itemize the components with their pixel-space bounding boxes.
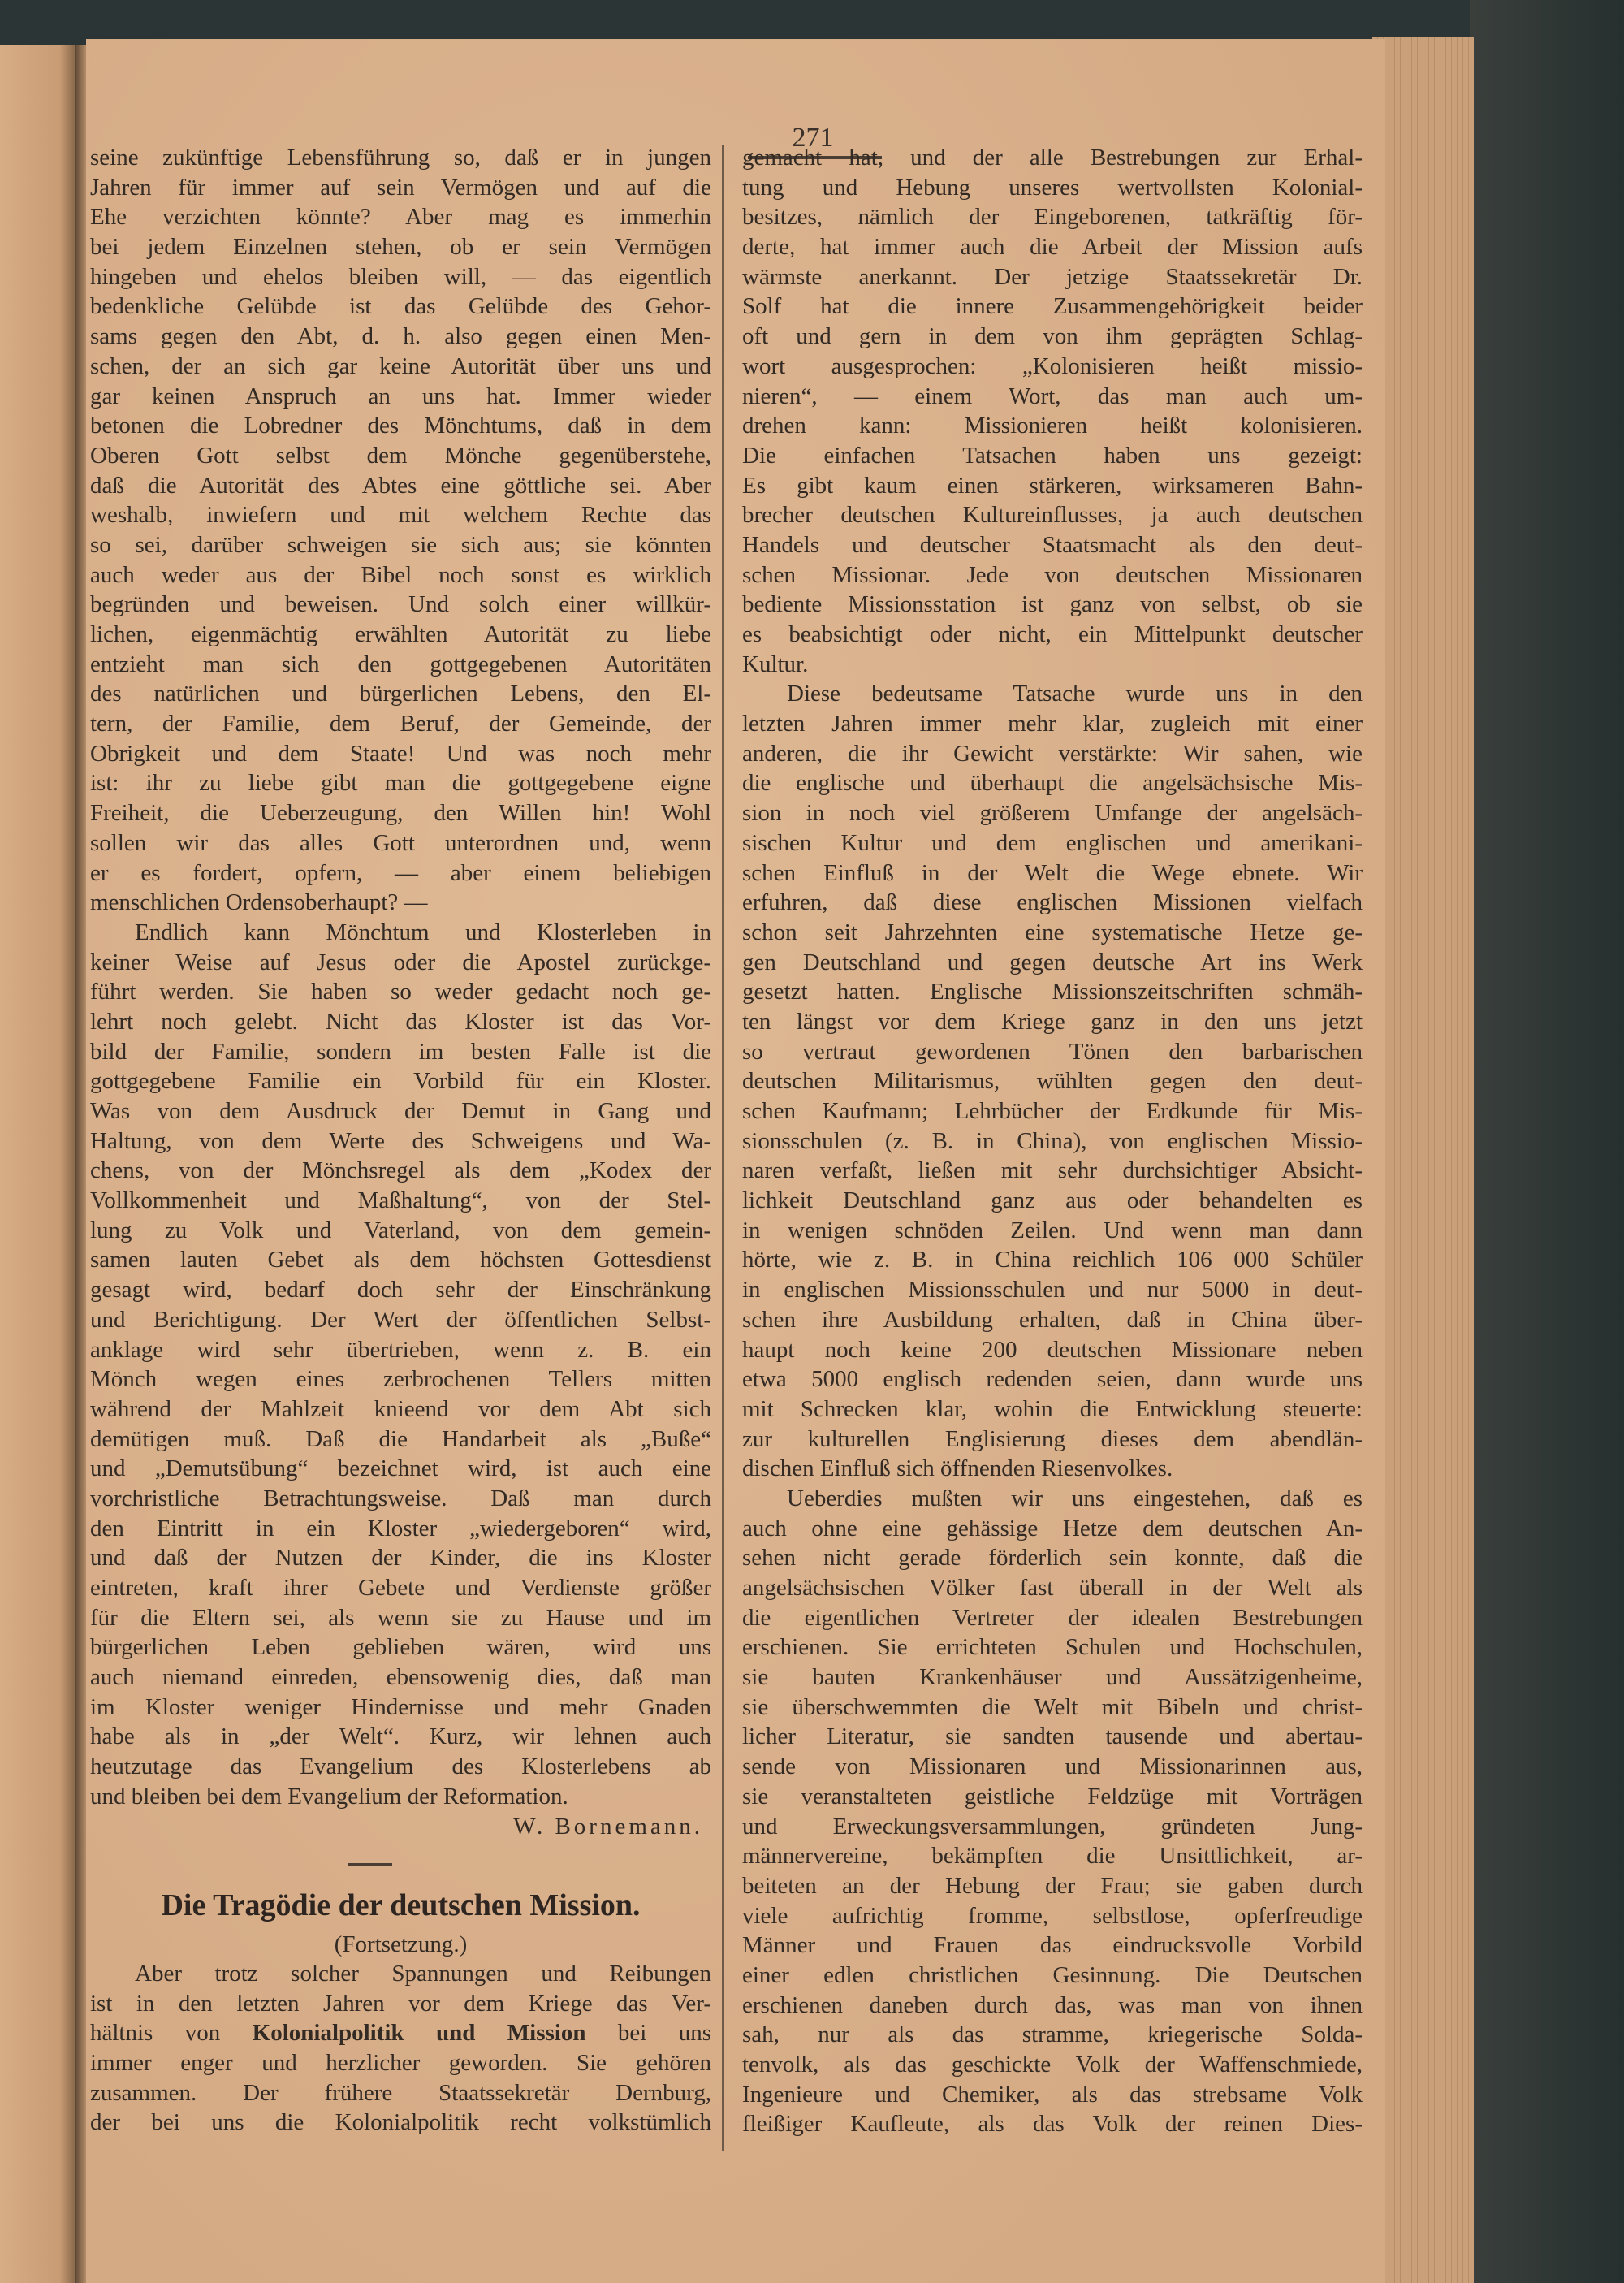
text-line: Jahren für immer auf sein Vermögen und auf die bbox=[90, 174, 711, 201]
text-line: letzten Jahren immer mehr klar, zugleich mit einer bbox=[742, 711, 1363, 737]
text-line: wärmste anerkannt. Der jetzige Staatssekretär Dr. bbox=[742, 263, 1363, 290]
text-line: lichkeit Deutschland ganz aus oder behandelten es bbox=[742, 1187, 1363, 1214]
text-line: sollen wir das alles Gott unterordnen und, wenn bbox=[90, 829, 711, 856]
text-line: sende von Missionaren und Missionarinnen aus, bbox=[742, 1753, 1363, 1780]
text-line: so vertraut gewordenen Tönen den barbarischen bbox=[742, 1038, 1363, 1065]
text-line: die eigentlichen Vertreter der idealen Bestrebungen bbox=[742, 1604, 1363, 1631]
text-line: zur kulturellen Englisierung dieses dem abendlän- bbox=[742, 1425, 1363, 1452]
text-line: führt werden. Sie haben so weder gedacht noch ge- bbox=[90, 979, 711, 1005]
text-line: demütigen muß. Daß die Handarbeit als „Buße“ bbox=[90, 1425, 711, 1452]
text-line: Handels und deutscher Staatsmacht als den deut- bbox=[742, 531, 1363, 558]
text-line: Obrigkeit und dem Staate! Und was noch mehr bbox=[90, 740, 711, 767]
text-line: dischen Einfluß sich öffnenden Riesenvolkes. bbox=[742, 1455, 1173, 1482]
text-line: begründen und beweisen. Und solch einer willkür- bbox=[90, 591, 711, 618]
text-line: haupt noch keine 200 deutschen Missionare neben bbox=[742, 1336, 1363, 1363]
text-line: tern, der Familie, dem Beruf, der Gemeinde, der bbox=[90, 711, 711, 737]
text-line: Es gibt kaum einen stärkeren, wirksameren Bahn- bbox=[742, 472, 1363, 499]
text-line: etwa 5000 englisch redenden seien, dann wurde uns bbox=[742, 1366, 1363, 1393]
text-line: tenvolk, als das geschickte Volk der Waffenschmiede, bbox=[742, 2052, 1363, 2078]
text-line: sion in noch viel größerem Umfange der angelsäch- bbox=[742, 800, 1363, 827]
text-line: im Kloster weniger Hindernisse und mehr Gnaden bbox=[90, 1693, 711, 1720]
text-line: und daß der Nutzen der Kinder, die ins Kloster bbox=[90, 1545, 711, 1572]
text-line: sionsschulen (z. B. in China), von englischen Missio- bbox=[742, 1127, 1363, 1154]
text-line: Aber trotz solcher Spannungen und Reibungen bbox=[135, 1961, 711, 1987]
text-line: eintreten, kraft ihrer Gebete und Verdienste größer bbox=[90, 1575, 711, 1601]
right-column bbox=[742, 143, 1363, 2139]
text-line: auch ohne eine gehässige Hetze dem deutschen An- bbox=[742, 1515, 1363, 1541]
section-separator bbox=[348, 1863, 392, 1866]
text-line: besitzes, nämlich der Eingeborenen, tatkräftig för- bbox=[742, 204, 1363, 231]
text-line: und Berichtigung. Der Wert der öffentlichen Selbst- bbox=[90, 1306, 711, 1333]
text-line: Endlich kann Mönchtum und Klosterleben in bbox=[135, 919, 711, 945]
text-line bbox=[90, 2018, 711, 2048]
text-line: bedenkliche Gelübde ist das Gelübde des Gehor- bbox=[90, 293, 711, 320]
text-line: immer enger und herzlicher geworden. Sie gehören bbox=[90, 2050, 711, 2077]
text-line: sie veranstalteten geistliche Feldzüge mit Vorträgen bbox=[742, 1783, 1363, 1810]
text-line: entzieht man sich den gottgegebenen Autoritäten bbox=[90, 651, 711, 677]
text-line: er es fordert, opfern, — aber einem beliebigen bbox=[90, 859, 711, 886]
text-line: Was von dem Ausdruck der Demut in Gang und bbox=[90, 1098, 711, 1124]
text-line: drehen kann: Missionieren heißt kolonisieren. bbox=[742, 413, 1363, 439]
text-line: während der Mahlzeit knieend vor dem Abt sich bbox=[90, 1395, 711, 1422]
text-line: schen, der an sich gar keine Autorität über uns und bbox=[90, 352, 711, 379]
text-line: gottgegebene Familie ein Vorbild für ein Kloster. bbox=[90, 1068, 711, 1095]
text-line: samen lauten Gebet als dem höchsten Gottesdienst bbox=[90, 1247, 711, 1273]
text-line: auch niemand einreden, ebensowenig dies, daß man bbox=[90, 1664, 711, 1691]
text-line: erschienen. Sie errichteten Schulen und Hochschulen, bbox=[742, 1634, 1363, 1661]
text-line: habe als in „der Welt“. Kurz, wir lehnen auch bbox=[90, 1723, 711, 1750]
text-line: die englische und überhaupt die angelsächsische Mis- bbox=[742, 770, 1363, 797]
text-line: bild der Familie, sondern im besten Falle ist die bbox=[90, 1038, 711, 1065]
book-gutter bbox=[75, 45, 86, 2283]
text-line: gemacht hat, und der alle Bestrebungen zur Erhal- bbox=[742, 145, 1363, 171]
text-line: Haltung, von dem Werte des Schweigens und Wa- bbox=[90, 1127, 711, 1154]
text-line: oft und gern in dem von ihm geprägten Schlag- bbox=[742, 323, 1363, 350]
bold-phrase: Kolonialpolitik und Mission bbox=[252, 2020, 586, 2047]
article-subheading: (Fortsetzung.) bbox=[334, 1931, 468, 1957]
text-line: daß die Autorität des Abtes eine göttliche sei. Aber bbox=[90, 472, 711, 499]
text-line: in englischen Missionsschulen und nur 5000 in deut- bbox=[742, 1277, 1363, 1304]
book-cover-right bbox=[1470, 0, 1624, 2283]
text-line: ist in den letzten Jahren vor dem Kriege das Ver- bbox=[90, 1990, 711, 2017]
text-line: viele aufrichtig fromme, selbstlose, opferfreudige bbox=[742, 1902, 1363, 1929]
text-line: ist: ihr zu liebe gibt man die gottgegebene eigne bbox=[90, 770, 711, 797]
text-line: und bleiben bei dem Evangelium der Reformation. bbox=[90, 1783, 568, 1810]
text-line: lichen, eigenmächtig erwählten Autorität zu liebe bbox=[90, 621, 711, 647]
text-line: seine zukünftige Lebensführung so, daß er in jungen bbox=[90, 145, 711, 171]
text-line: schen Missionar. Jede von deutschen Missionaren bbox=[742, 561, 1363, 588]
text-span: hältnis von bbox=[90, 2020, 253, 2047]
text-line: heutzutage das Evangelium des Klosterlebens ab bbox=[90, 1753, 711, 1780]
text-line: bediente Missionsstation ist ganz von selbst, ob sie bbox=[742, 591, 1363, 618]
text-line: gen Deutschland und gegen deutsche Art ins Werk bbox=[742, 949, 1363, 975]
text-line: gesagt wird, bedarf doch sehr der Einschränkung bbox=[90, 1277, 711, 1304]
text-line: Freiheit, die Ueberzeugung, den Willen hin! Wohl bbox=[90, 800, 711, 827]
book-page bbox=[86, 39, 1385, 2283]
page-stack-edge bbox=[1372, 37, 1474, 2283]
text-line: den Eintritt in ein Kloster „wiedergeboren“ wird, bbox=[90, 1515, 711, 1541]
text-line: weshalb, inwiefern und mit welchem Rechte das bbox=[90, 502, 711, 529]
text-line: nieren“, — einem Wort, das man auch um- bbox=[742, 383, 1363, 409]
text-line: naren verfaßt, ließen mit sehr durchsichtiger Absicht- bbox=[742, 1157, 1363, 1184]
text-line: männervereine, bekämpften die Unsittlichkeit, ar- bbox=[742, 1843, 1363, 1870]
text-line: licher Literatur, sie sandten tausende und abertau- bbox=[742, 1723, 1363, 1750]
text-line: derte, hat immer auch die Arbeit der Mission aufs bbox=[742, 234, 1363, 261]
text-line: auch weder aus der Bibel noch sonst es wirklich bbox=[90, 561, 711, 588]
text-line: Die einfachen Tatsachen haben uns gezeigt: bbox=[742, 442, 1363, 469]
text-line: sams gegen den Abt, d. h. also gegen einen Men- bbox=[90, 323, 711, 350]
text-line: ten längst vor dem Kriege ganz in den uns jetzt bbox=[742, 1008, 1363, 1035]
text-line: tung und Hebung unseres wertvollsten Kolonial- bbox=[742, 174, 1363, 201]
text-line: Ingenieure und Chemiker, als das strebsame Volk bbox=[742, 2081, 1363, 2108]
text-line: chens, von der Mönchsregel als dem „Kodex der bbox=[90, 1157, 711, 1184]
text-line: erfuhren, daß diese englischen Missionen vielfach bbox=[742, 889, 1363, 916]
text-line: wort ausgesprochen: „Kolonisieren heißt missio- bbox=[742, 352, 1363, 379]
text-line: bürgerlichen Leben geblieben wären, wird uns bbox=[90, 1634, 711, 1661]
page-number: 271 bbox=[792, 123, 834, 153]
text-line: einer edlen christlichen Gesinnung. Die Deutschen bbox=[742, 1961, 1363, 1988]
text-line: bei jedem Einzelnen stehen, ob er sein Vermögen bbox=[90, 234, 711, 261]
text-line: Solf hat die innere Zusammengehörigkeit beider bbox=[742, 293, 1363, 320]
text-line: für die Eltern sei, als wenn sie zu Hause und im bbox=[90, 1604, 711, 1631]
text-line: mit Schrecken klar, wohin die Entwicklung steuerte: bbox=[742, 1395, 1363, 1422]
text-line: schen Kaufmann; Lehrbücher der Erdkunde für Mis- bbox=[742, 1098, 1363, 1124]
text-line: schen ihre Ausbildung erhalten, daß in China über- bbox=[742, 1306, 1363, 1333]
author-signature: W. Bornemann. bbox=[513, 1813, 703, 1840]
left-column bbox=[90, 143, 711, 1841]
previous-page-edge bbox=[0, 45, 75, 2283]
text-line: zusammen. Der frühere Staatssekretär Dernburg, bbox=[90, 2079, 711, 2106]
text-line: und Erweckungsversammlungen, gründeten Jung- bbox=[742, 1813, 1363, 1840]
text-line: der bei uns die Kolonialpolitik recht volkstümlich bbox=[90, 2109, 711, 2136]
article-heading: Die Tragödie der deutschen Mission. bbox=[161, 1888, 641, 1922]
column-divider bbox=[722, 145, 724, 2151]
text-line: und „Demutsübung“ bezeichnet wird, ist auch eine bbox=[90, 1455, 711, 1482]
text-line: gar keinen Anspruch an uns hat. Immer wieder bbox=[90, 383, 711, 409]
text-line: hörte, wie z. B. in China reichlich 106 000 Schüler bbox=[742, 1247, 1363, 1273]
text-span: bei uns bbox=[585, 2020, 711, 2047]
text-line: Männer und Frauen das eindrucksvolle Vorbild bbox=[742, 1932, 1363, 1959]
text-line: Kultur. bbox=[742, 651, 809, 677]
text-line: betonen die Lobredner des Mönchtums, daß in dem bbox=[90, 413, 711, 439]
text-line: sie überschwemmten die Welt mit Bibeln und christ- bbox=[742, 1693, 1363, 1720]
text-line: erschienen daneben durch das, was man von ihnen bbox=[742, 1991, 1363, 2018]
text-line: lung zu Volk und Vaterland, von dem gemein- bbox=[90, 1217, 711, 1243]
text-line: menschlichen Ordensoberhaupt? — bbox=[90, 889, 428, 916]
text-line: so sei, darüber schweigen sie sich aus; sie könnten bbox=[90, 531, 711, 558]
text-line: beiteten an der Hebung der Frau; sie gaben durch bbox=[742, 1872, 1363, 1899]
text-line: lehrt noch gelebt. Nicht das Kloster ist das Vor- bbox=[90, 1008, 711, 1035]
text-line: keiner Weise auf Jesus oder die Apostel zurückge- bbox=[90, 949, 711, 975]
text-line: fleißiger Kaufleute, als das Volk der reinen Dies- bbox=[742, 2111, 1363, 2138]
text-line: hingeben und ehelos bleiben will, — das eigentlich bbox=[90, 263, 711, 290]
text-line: anderen, die ihr Gewicht verstärkte: Wir sahen, wie bbox=[742, 740, 1363, 767]
text-line: vorchristliche Betrachtungsweise. Daß man durch bbox=[90, 1485, 711, 1511]
article-text bbox=[90, 1959, 711, 2138]
text-line: Ueberdies mußten wir uns eingestehen, daß es bbox=[787, 1485, 1363, 1511]
text-line: Vollkommenheit und Maßhaltung“, von der Stel- bbox=[90, 1187, 711, 1214]
text-line: schon seit Jahrzehnten eine systematische Hetze ge- bbox=[742, 919, 1363, 945]
text-line: Ehe verzichten könnte? Aber mag es immerhin bbox=[90, 204, 711, 231]
text-line: gesetzt hatten. Englische Missionszeitschriften schmäh- bbox=[742, 979, 1363, 1005]
text-line: schen Einfluß in der Welt die Wege ebnete. Wir bbox=[742, 859, 1363, 886]
text-line: des natürlichen und bürgerlichen Lebens, den El- bbox=[90, 681, 711, 707]
text-line: Oberen Gott selbst dem Mönche gegenüberstehe, bbox=[90, 442, 711, 469]
text-line: Mönch wegen eines zerbrochenen Tellers mitten bbox=[90, 1366, 711, 1393]
text-line: angelsächsischen Völker fast überall in der Welt als bbox=[742, 1575, 1363, 1601]
text-line: anklage wird sehr übertrieben, wenn z. B. ein bbox=[90, 1336, 711, 1363]
text-line: sehen nicht gerade förderlich sein konnte, daß die bbox=[742, 1545, 1363, 1572]
text-line: in wenigen schnöden Zeilen. Und wenn man dann bbox=[742, 1217, 1363, 1243]
text-line: sie bauten Krankenhäuser und Aussätzigenheime, bbox=[742, 1664, 1363, 1691]
text-line: sah, nur als das stramme, kriegerische Solda- bbox=[742, 2021, 1363, 2048]
text-line: Diese bedeutsame Tatsache wurde uns in den bbox=[787, 681, 1363, 707]
text-line: brecher deutschen Kultureinflusses, ja auch deutschen bbox=[742, 502, 1363, 529]
text-line: sischen Kultur und dem englischen und amerikani- bbox=[742, 829, 1363, 856]
text-line: deutschen Militarismus, wühlten gegen den deut- bbox=[742, 1068, 1363, 1095]
text-line: es beabsichtigt oder nicht, ein Mittelpunkt deutscher bbox=[742, 621, 1363, 647]
